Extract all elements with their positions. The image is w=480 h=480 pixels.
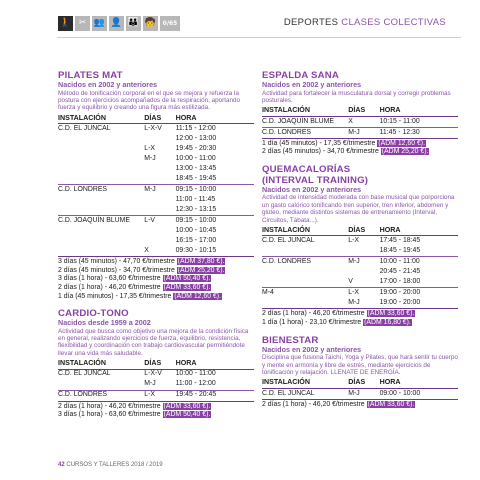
- cell-installation: [58, 236, 144, 246]
- cell-days: [144, 205, 175, 216]
- cell-days: M-J: [144, 185, 175, 196]
- schedule-table: [262, 377, 458, 398]
- fee-list: [262, 399, 458, 410]
- activity-description: Disciplina que fusiona Taichí, Yoga y Pilates, que hará sentir tu cuerpo y mente en armonía y libre de estrés, mediante ejercicios de tonificación y relajación. LLENATE DE ENERGÍA.: [262, 354, 458, 376]
- schedule-header-row: [262, 377, 458, 388]
- cell-days: [144, 226, 175, 236]
- left-column: [58, 70, 254, 427]
- column-header-days: DÍAS: [144, 358, 175, 369]
- cell-time: 18:45 - 19:45: [379, 247, 421, 255]
- cell-installation: [58, 380, 144, 391]
- cell-days: M-J: [348, 389, 360, 397]
- schedule-row: [262, 277, 458, 288]
- cell-installation: [58, 226, 144, 236]
- fee-line: [58, 284, 254, 293]
- schedule-table: [58, 113, 254, 256]
- schedule-row: [262, 267, 458, 277]
- cell-installation: [58, 246, 144, 256]
- fee-text: 2 días (45 minutos) - 34,70 €/trimestre: [262, 148, 379, 156]
- cell-installation: [58, 205, 144, 216]
- cell-days: L-X: [144, 390, 175, 401]
- schedule-table: [262, 225, 458, 308]
- activity-age-range: Nacidos en 2002 y anteriores: [262, 344, 362, 354]
- column-header-time: HORA: [380, 105, 458, 116]
- cell-installation: [262, 267, 348, 277]
- fee-line: [58, 411, 254, 420]
- page-footer: [58, 462, 163, 468]
- fee-line: [262, 140, 458, 149]
- fee-text: 3 días (1 hora) - 63,60 €/trimestre: [58, 275, 161, 283]
- column-header-time: HORA: [176, 358, 254, 369]
- cell-installation: C.D. EL JUNCAL: [262, 237, 315, 245]
- column-header-days: DÍAS: [348, 105, 379, 116]
- cell-days: L-X-V: [144, 370, 162, 378]
- schedule-row: [262, 388, 458, 399]
- cell-time: 19:45 - 20:45: [176, 390, 254, 401]
- cell-installation: C.D. EL JUNCAL: [58, 124, 111, 132]
- column-header-installation: INSTALACIÓN: [58, 113, 144, 124]
- column-header-installation: INSTALACIÓN: [262, 105, 348, 116]
- schedule-row: [58, 124, 254, 135]
- cell-time: 10:15 - 11:00: [379, 117, 420, 125]
- fee-list: [58, 401, 254, 420]
- cell-time: 10:00 - 10:45: [175, 226, 217, 234]
- cell-installation: [58, 195, 144, 205]
- activity-description: Actividad para fortalecer la musculatura dorsal y corregir problemas posturales.: [262, 89, 451, 104]
- cell-installation: [262, 246, 348, 257]
- schedule-row: [262, 288, 458, 299]
- schedule-row: [58, 134, 254, 144]
- cell-time: 19:45 - 20:30: [175, 144, 217, 152]
- cell-time: 13:00 - 13:45: [175, 164, 217, 172]
- schedule-row: [58, 246, 254, 256]
- cell-time: 12:30 - 13:15: [175, 205, 217, 213]
- adm-price-badge: (ADM 50,40 €).: [163, 275, 211, 283]
- group-icon: 👥: [92, 16, 107, 31]
- schedule-row: [58, 216, 254, 227]
- activity-age-range: Nacidos en 2002 y anteriores: [58, 80, 158, 89]
- cell-installation: C.D. LONDRES: [58, 185, 144, 196]
- cell-days: M-J: [348, 127, 379, 138]
- fee-text: 3 días (45 minutos) - 47,70 €/trimestre: [58, 258, 175, 266]
- header-section: DEPORTES: [283, 17, 339, 28]
- schedule-row: [58, 185, 254, 196]
- cell-days: [348, 267, 379, 277]
- schedule-row: [262, 116, 458, 127]
- cell-installation: [58, 134, 144, 144]
- cell-time: 09:15 - 10:00: [176, 216, 254, 227]
- cell-days: [348, 246, 379, 257]
- adm-price-badge: (ADM 12,60 €).: [174, 292, 222, 300]
- cell-time: 20:45 - 21:45: [379, 268, 421, 276]
- fee-text: 1 día (1 hora) - 23,10 €/trimestre: [262, 319, 362, 327]
- adm-price-badge: (ADM 16,80 €).: [364, 319, 411, 327]
- cell-days: M-J: [348, 257, 379, 268]
- cell-time: 10:00 - 11:00: [380, 257, 458, 268]
- schedule-row: [262, 236, 458, 247]
- cell-time: 17:00 - 18:00: [379, 278, 421, 286]
- cell-days: L-X: [348, 288, 379, 299]
- adm-price-badge: (ADM 33,60 €).: [367, 400, 415, 408]
- schedule-header-row: [58, 113, 254, 124]
- schedule-row: [58, 390, 254, 401]
- column-header-time: HORA: [176, 113, 254, 124]
- cell-days: M-J: [144, 380, 156, 388]
- header-subsection: CLASES COLECTIVAS: [341, 17, 446, 28]
- activity-title: BIENESTAR: [262, 334, 319, 346]
- schedule-header-row: [262, 225, 458, 236]
- cell-time: 12:00 - 13:00: [175, 134, 217, 142]
- column-header-time: HORA: [380, 225, 458, 236]
- fee-line: [262, 310, 458, 319]
- activity-section: [58, 308, 254, 420]
- schedule-table: [262, 105, 458, 137]
- cell-days: X: [144, 246, 149, 254]
- adm-price-badge: (ADM 25,20 €).: [381, 148, 429, 156]
- cell-time: 09:00 - 10:00: [379, 389, 421, 397]
- schedule-table: [58, 358, 254, 400]
- activity-age-range: Nacidos desde 1959 a 2002: [58, 318, 151, 328]
- adm-price-badge: (ADM 33,60 €).: [367, 310, 415, 318]
- cell-installation: [58, 144, 144, 154]
- cell-installation: C.D. EL JUNCAL: [58, 370, 111, 378]
- schedule-row: [262, 257, 458, 268]
- activity-title: QUEMACALORÍAS (INTERVAL TRAINING): [262, 163, 369, 186]
- fee-text: 1 día (45 minutos) - 17,35 €/trimestre: [262, 139, 376, 147]
- cell-days: L-X: [144, 144, 155, 152]
- activity-age-range: Nacidos en 2002 y anteriores: [262, 184, 362, 194]
- schedule-row: [58, 380, 254, 391]
- cell-days: [144, 134, 175, 144]
- column-header-days: DÍAS: [348, 377, 379, 388]
- footer-text: CURSOS Y TALLERES 2018 / 2019: [66, 462, 163, 468]
- column-header-installation: INSTALACIÓN: [262, 225, 348, 236]
- child-icon: 🧒: [143, 16, 158, 31]
- cell-days: X: [348, 117, 353, 125]
- adm-price-badge: (ADM 50,40 €).: [163, 411, 211, 419]
- cell-installation: M-4: [262, 288, 348, 299]
- cell-time: 11:45 - 12:30: [380, 127, 458, 138]
- cell-days: L-X-V: [144, 124, 162, 132]
- adm-price-badge: (ADM 37,80 €).: [177, 258, 225, 266]
- cell-installation: C.D. LONDRES: [58, 390, 144, 401]
- activity-description: Método de tonificación corporal en el que se mejora y refuerza la postura con ejercicios acompañados de la respiración, aportando fuerza y equilibrio y creando una figura más estilizada.: [58, 89, 241, 112]
- walking-person-icon: 🚶: [58, 16, 73, 31]
- cell-time: 09:30 - 10:15: [175, 246, 217, 254]
- schedule-header-row: [58, 358, 254, 369]
- cell-time: 11:00 - 11:45: [175, 195, 216, 203]
- activity-section: [262, 335, 458, 410]
- schedule-row: [58, 205, 254, 216]
- cell-time: 16:15 - 17:00: [175, 236, 217, 244]
- fee-line: [58, 293, 254, 302]
- cell-installation: C.D. JOAQUÍN BLUME: [262, 117, 334, 125]
- fee-text: 2 días (1 hora) - 46,20 €/trimestre: [262, 310, 365, 318]
- schedule-row: [58, 226, 254, 236]
- adm-price-badge: (ADM 25,20 €).: [177, 266, 225, 274]
- cell-installation: [262, 277, 348, 288]
- fee-text: 2 días (1 hora) - 46,20 €/trimestre: [262, 400, 365, 408]
- cell-time: 11:15 - 12:00: [175, 124, 216, 132]
- cell-installation: [58, 154, 144, 164]
- activity-description: Actividad de intensidad moderada con base musical que porporciona un gasto calórico tonificando tren superior, tren inferior, abdomen y glúteo, mediante distintos sistemas de entrenamiento (Interval, Circuitos, Tábata...).: [262, 194, 455, 224]
- cell-days: [144, 164, 175, 174]
- activity-description: Actividad que busca como objetivo una mejora de la condición física en general, realizando ejercicios de fuerza, equilibrio, resistencia, flexibilidad y coordinación con trabajo cardiovascular permitiéndote llevar una vida más saludable.: [58, 327, 249, 357]
- cell-installation: C.D. LONDRES: [262, 127, 348, 138]
- cell-time: 10:00 - 11:00: [175, 154, 216, 162]
- schedule-row: [58, 144, 254, 154]
- schedule-row: [58, 174, 254, 185]
- cell-time: 19:00 - 20:00: [380, 288, 458, 299]
- fee-text: 3 días (1 hora) - 63,60 €/trimestre: [58, 411, 161, 419]
- column-header-installation: INSTALACIÓN: [58, 358, 144, 369]
- cell-installation: [58, 174, 144, 185]
- cell-installation: C.D. LONDRES: [262, 257, 348, 268]
- fee-line: [262, 148, 458, 157]
- activity-section: [262, 70, 458, 157]
- adm-price-badge: (ADM 33,60 €).: [163, 283, 211, 291]
- cell-time: 11:00 - 12:00: [175, 380, 216, 388]
- schedule-row: [262, 246, 458, 257]
- fee-line: [262, 319, 458, 328]
- scissors-icon: ✂: [75, 16, 90, 31]
- cell-time: 18:45 - 19:45: [175, 174, 217, 182]
- cell-days: M-J: [348, 299, 360, 307]
- schedule-row: [58, 195, 254, 205]
- cell-days: V: [348, 278, 353, 286]
- fee-list: [58, 256, 254, 301]
- cell-days: L-V: [144, 216, 175, 227]
- person-icon: 👤: [109, 16, 124, 31]
- fee-text: 2 días (45 minutos) - 34,70 €/trimestre: [58, 266, 175, 274]
- cell-time: 19:00 - 20:00: [379, 299, 421, 307]
- activity-title: CARDIO-TONO: [58, 308, 129, 320]
- schedule-row: [58, 236, 254, 246]
- activity-section: [58, 70, 254, 301]
- adm-price-badge: (ADM 33,60 €).: [163, 402, 211, 410]
- page-number: 42: [58, 462, 65, 468]
- column-header-time: HORA: [380, 377, 458, 388]
- schedule-row: [58, 369, 254, 380]
- schedule-row: [58, 164, 254, 174]
- fee-list: [262, 138, 458, 157]
- column-header-days: DÍAS: [348, 225, 379, 236]
- family-icon: 👪: [126, 16, 141, 31]
- right-column: [262, 70, 458, 416]
- fee-text: 2 días (1 hora) - 46,20 €/trimestre: [58, 283, 161, 291]
- fee-text: 2 días (1 hora) - 46,20 €/trimestre: [58, 402, 161, 410]
- cell-installation: [58, 164, 144, 174]
- adm-price-badge: (ADM 12,60 €).: [378, 139, 426, 147]
- schedule-row: [262, 298, 458, 308]
- cell-time: 10:00 - 11:00: [175, 370, 216, 378]
- fee-line: [58, 267, 254, 276]
- activity-title: PILATES MAT: [58, 70, 123, 81]
- cell-days: [144, 174, 175, 185]
- page-header: [284, 17, 446, 28]
- cell-days: [144, 236, 175, 246]
- column-header-installation: INSTALACIÓN: [262, 377, 348, 388]
- activity-age-range: Nacidos en 2002 y anteriores: [262, 80, 362, 89]
- activity-section: [262, 164, 458, 328]
- cell-days: [144, 195, 175, 205]
- top-bar: [0, 0, 480, 48]
- category-icons: [58, 16, 180, 31]
- fee-line: [262, 401, 458, 410]
- activity-title: ESPALDA SANA: [262, 70, 340, 81]
- cell-time: 17:45 - 18:45: [379, 237, 421, 245]
- fee-line: [58, 275, 254, 284]
- cell-days: M-J: [144, 154, 156, 162]
- age-range-icon: 0/65: [160, 16, 180, 31]
- cell-days: L-X: [348, 237, 359, 245]
- column-header-days: DÍAS: [144, 113, 175, 124]
- fee-text: 1 día (45 minutos) - 17,35 €/trimestre: [58, 292, 172, 300]
- schedule-row: [262, 127, 458, 138]
- schedule-row: [58, 154, 254, 164]
- cell-installation: C.D. JOAQUÍN BLUME: [58, 216, 144, 227]
- fee-list: [262, 308, 458, 327]
- cell-installation: [262, 298, 348, 308]
- cell-installation: C.D. EL JUNCAL: [262, 389, 315, 397]
- cell-time: 09:15 - 10:00: [176, 185, 254, 196]
- fee-line: [58, 258, 254, 267]
- header-rule: [57, 37, 461, 38]
- fee-line: [58, 403, 254, 412]
- schedule-header-row: [262, 105, 458, 116]
